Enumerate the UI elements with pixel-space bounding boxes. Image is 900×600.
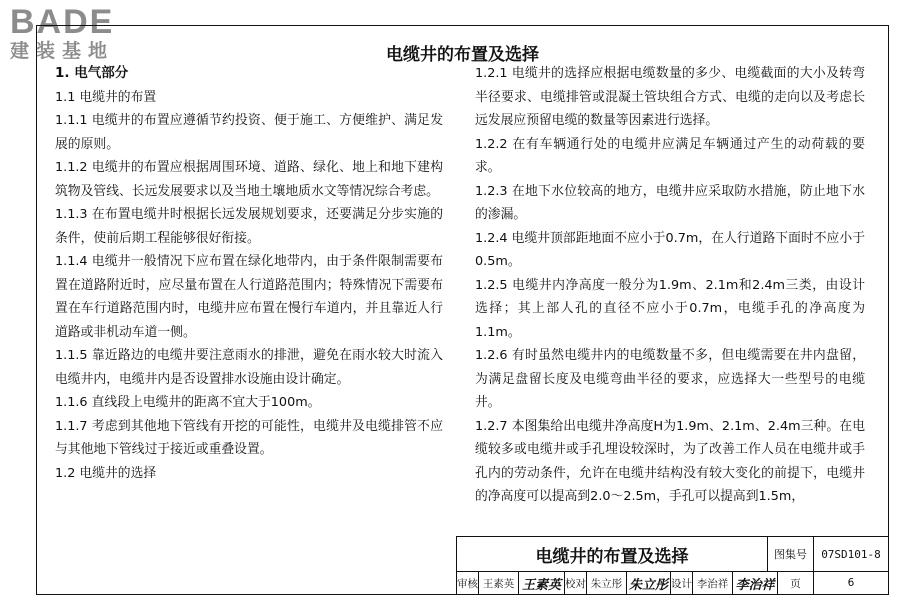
signature-row [457, 572, 888, 594]
atlas-number-label: 图集号 [768, 537, 814, 572]
page-label: 页 [778, 572, 814, 594]
paragraph: 1.2.6 有时虽然电缆井内的电缆数量不多，但电缆需要在井内盘留，为满足盘留长度及电缆弯曲半径的要求，应选择大一些型号的电缆井。 [475, 348, 865, 410]
checker-name: 朱立彤 [587, 572, 627, 594]
paragraph: 1.1.1 电缆井的布置应遵循节约投资、便于施工、方便维护、满足发展的原则。 [55, 113, 443, 152]
paragraph: 1.1 电缆井的布置 [55, 89, 157, 105]
right-text-column [475, 62, 865, 509]
paragraph: 1.2.2 在有车辆通行处的电缆井应满足车辆通过产生的动荷载的要求。 [475, 136, 865, 175]
designer-name: 李治祥 [693, 572, 733, 594]
page-title: 电缆井的布置及选择 [386, 45, 539, 65]
reviewer-signature: 王素英 [519, 572, 565, 594]
checker-signature: 朱立彤 [627, 572, 671, 594]
title-block [456, 536, 889, 595]
section-heading: 1. 电气部分 [55, 65, 129, 81]
paragraph: 1.1.4 电缆井一般情况下应布置在绿化地带内，由于条件限制需要布置在道路附近时，应尽量布置在人行道路范围内；特殊情况下需要布置在车行道路范围内时，电缆井应布置在慢行车道内，并且靠近人行道路或非机动车道一侧。 [55, 254, 443, 340]
paragraph: 1.2.4 电缆井顶部距地面不应小于0.7m，在人行道路下面时不应小于0.5m。 [475, 230, 865, 269]
paragraph: 1.1.5 靠近路边的电缆井要注意雨水的排泄，避免在雨水较大时流入电缆井内，电缆井内是否设置排水设施由设计确定。 [55, 348, 443, 387]
design-label: 设计 [671, 572, 693, 594]
paragraph: 1.1.2 电缆井的布置应根据周围环境、道路、绿化、地上和地下建构筑物及管线、长远发展要求以及当地土壤地质水文等情况综合考虑。 [55, 160, 443, 199]
page-number: 6 [847, 577, 855, 589]
paragraph: 1.2 电缆井的选择 [55, 465, 157, 481]
paragraph: 1.2.1 电缆井的选择应根据电缆数量的多少、电缆截面的大小及转弯半径要求、电缆排管或混凝土管块组合方式、电缆的走向以及考虑长远发展应预留电缆的数量等因素进行选择。 [475, 66, 865, 128]
paragraph: 1.2.3 在地下水位较高的地方，电缆井应采取防水措施，防止地下水的渗漏。 [475, 183, 865, 222]
paragraph: 1.2.7 本图集给出电缆井净高度H为1.9m、2.1m、2.4m三种。在电缆较多或电缆井或手孔埋设较深时，为了改善工作人员在电缆井或手孔内的劳动条件，允许在电缆井结构没有较大变化的前提下，电缆井的净高度可以提高到2.0～2.5m，手孔可以提高到1.5m， [475, 418, 865, 504]
title-block-title: 电缆井的布置及选择 [457, 537, 768, 572]
paragraph: 1.1.3 在布置电缆井时根据长远发展规划要求，还要满足分步实施的条件，使前后期工程能够很好衔接。 [55, 207, 443, 246]
paragraph: 1.2.5 电缆井内净高度一般分为1.9m、2.1m和2.4m三类，由设计选择；其上部人孔的直径不应小于0.7m，电缆手孔的净高度为1.1m。 [475, 277, 865, 340]
paragraph: 1.1.7 考虑到其他地下管线有开挖的可能性，电缆井及电缆排管不应与其他地下管线过于接近或重叠设置。 [55, 418, 443, 457]
watermark-subtitle: 建装基地 [10, 40, 115, 62]
reviewer-name: 王素英 [479, 572, 519, 594]
review-label: 审核 [457, 572, 479, 594]
left-text-column [55, 62, 443, 485]
check-label: 校对 [565, 572, 587, 594]
watermark-brand: BADE [10, 3, 115, 41]
paragraph: 1.1.6 直线段上电缆井的距离不宜大于100m。 [55, 395, 321, 410]
designer-signature: 李治祥 [733, 572, 778, 594]
atlas-number: 07SD101-8 [814, 537, 888, 572]
